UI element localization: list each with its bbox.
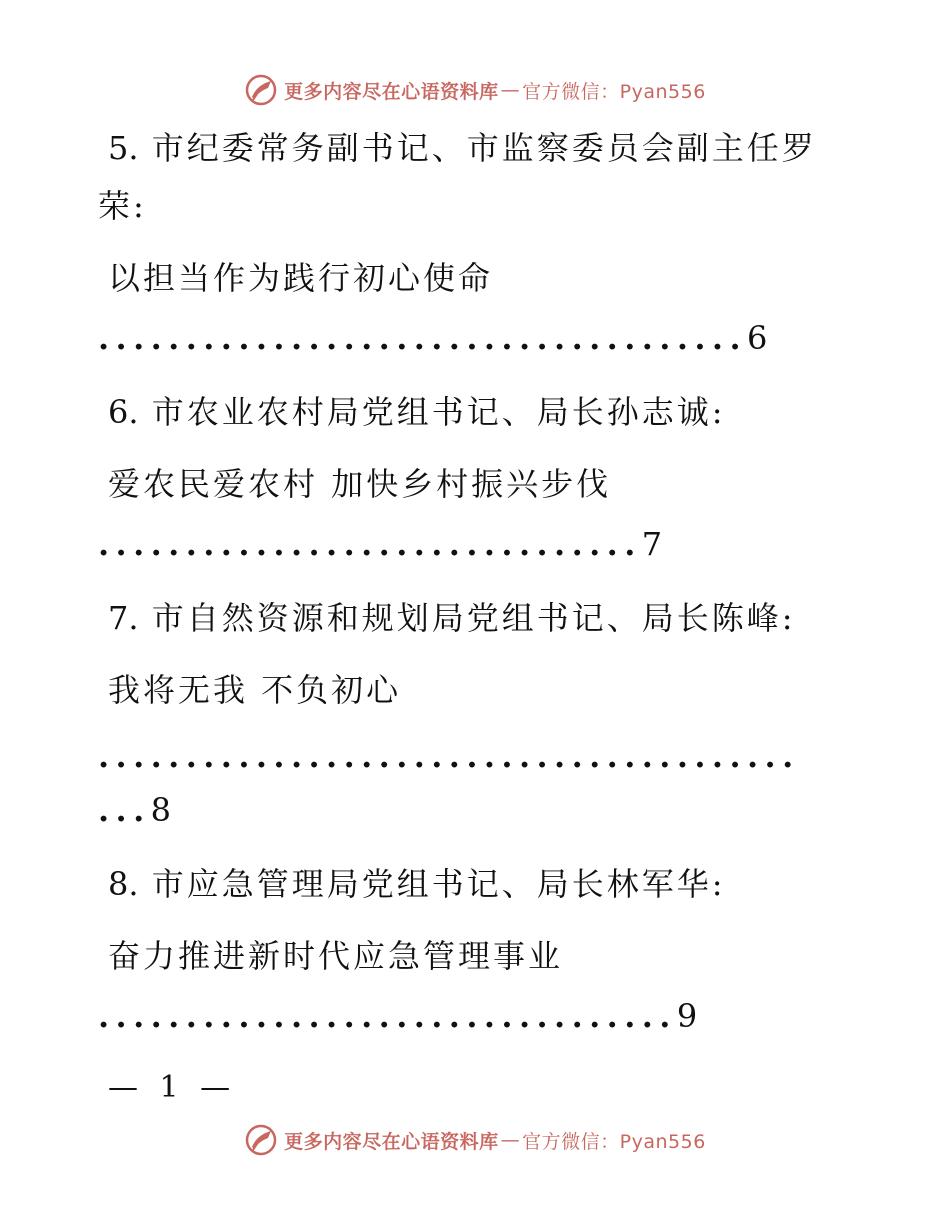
toc-entry-title: 市自然资源和规划局党组书记、局长陈峰:	[151, 599, 796, 637]
watermark-contact: 官方微信：Pyan556	[522, 80, 706, 103]
toc-entry-6-title	[108, 392, 950, 432]
toc-entry-number: 5.	[108, 129, 139, 167]
dot-leader: .....................................	[98, 319, 748, 357]
page-number-footer: — 1 —	[108, 1070, 237, 1105]
toc-entry-title: 市应急管理局党组书记、局长林军华:	[151, 865, 726, 903]
toc-entry-number: 6.	[108, 393, 139, 431]
toc-entry-8-leader	[98, 996, 950, 1036]
toc-entry-5-leader	[98, 318, 950, 358]
watermark-text: 更多内容尽在心语资料库	[284, 80, 499, 103]
fountain-pen-logo-icon	[244, 1123, 278, 1157]
toc-entry-page: 8	[150, 791, 171, 829]
toc-entry-title: 市纪委常务副书记、市监察委员会副主任罗	[151, 129, 817, 167]
toc-entry-8-subtitle: 奋力推进新时代应急管理事业	[108, 937, 564, 975]
toc-entry-5-title-cont: 荣:	[98, 187, 147, 225]
toc-entry-6-subtitle: 爱农民爱农村 加快乡村振兴步伐	[108, 465, 612, 503]
watermark-banner-bottom	[0, 1120, 950, 1160]
watermark-text: 更多内容尽在心语资料库	[284, 1130, 499, 1153]
watermark-contact: 官方微信：Pyan556	[522, 1130, 706, 1153]
toc-entry-page: 7	[641, 525, 663, 563]
watermark-separator: —	[500, 79, 521, 101]
toc-entry-title: 市农业农村局党组书记、局长孙志诚:	[151, 393, 726, 431]
toc-entry-number: 8.	[108, 865, 139, 903]
toc-entry-7-leader: ........................................	[98, 737, 800, 775]
dot-leader: ...	[98, 791, 151, 829]
toc-entry-number: 7.	[108, 599, 139, 637]
dot-leader: .................................	[98, 997, 677, 1035]
toc-entry-7-subtitle: 我将无我 不负初心	[108, 671, 402, 709]
toc-entry-page: 6	[747, 319, 768, 357]
toc-entry-8-title	[108, 864, 950, 904]
toc-entry-6-leader	[98, 524, 950, 564]
toc-entry-5-title	[108, 128, 950, 168]
toc-entry-7-leader-cont	[98, 790, 950, 830]
watermark-separator: —	[500, 1129, 521, 1151]
toc-entry-7-title	[108, 598, 950, 638]
dot-leader: ...............................	[98, 525, 642, 563]
toc-entry-5-subtitle: 以担当作为践行初心使命	[108, 259, 494, 297]
toc-entry-page: 9	[676, 997, 698, 1035]
